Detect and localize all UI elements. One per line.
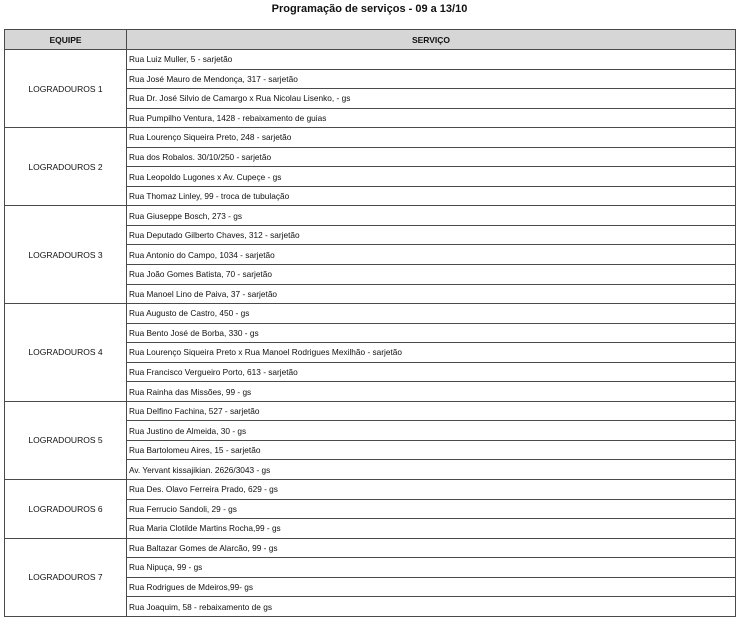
service-cell: Rua José Mauro de Mendonça, 317 - sarjetão bbox=[127, 69, 736, 89]
service-cell: Rua Rainha das Missões, 99 - gs bbox=[127, 382, 736, 402]
table-row bbox=[5, 206, 736, 226]
team-cell: LOGRADOUROS 3 bbox=[5, 206, 127, 304]
services-table bbox=[4, 29, 736, 617]
service-cell: Rua Des. Olavo Ferreira Prado, 629 - gs bbox=[127, 480, 736, 500]
team-cell: LOGRADOUROS 1 bbox=[5, 50, 127, 128]
service-cell: Rua Baltazar Gomes de Alarcão, 99 - gs bbox=[127, 538, 736, 558]
table-row bbox=[5, 50, 736, 70]
header-team: EQUIPE bbox=[5, 30, 127, 50]
header-service: SERVIÇO bbox=[127, 30, 736, 50]
service-cell: Rua Thomaz Linley, 99 - troca de tubulação bbox=[127, 186, 736, 206]
team-cell: LOGRADOUROS 6 bbox=[5, 480, 127, 539]
service-cell: Rua Pumpilho Ventura, 1428 - rebaixamento de guias bbox=[127, 108, 736, 128]
page-title: Programação de serviços - 09 a 13/10 bbox=[271, 3, 468, 15]
service-cell: Rua Deputado Gilberto Chaves, 312 - sarjetão bbox=[127, 225, 736, 245]
team-cell: LOGRADOUROS 5 bbox=[5, 401, 127, 479]
service-cell: Rua Delfino Fachina, 527 - sarjetão bbox=[127, 401, 736, 421]
service-cell: Rua Giuseppe Bosch, 273 - gs bbox=[127, 206, 736, 226]
team-cell: LOGRADOUROS 4 bbox=[5, 304, 127, 402]
service-cell: Rua Augusto de Castro, 450 - gs bbox=[127, 304, 736, 324]
service-cell: Rua Joaquim, 58 - rebaixamento de gs bbox=[127, 597, 736, 617]
service-cell: Rua Rodrigues de Mdeiros,99- gs bbox=[127, 577, 736, 597]
service-cell: Rua Luiz Muller, 5 - sarjetão bbox=[127, 50, 736, 70]
service-cell: Rua Dr. José Silvio de Camargo x Rua Nicolau Lisenko, - gs bbox=[127, 89, 736, 109]
table-row bbox=[5, 401, 736, 421]
service-cell: Rua Antonio do Campo, 1034 - sarjetão bbox=[127, 245, 736, 265]
team-cell: LOGRADOUROS 7 bbox=[5, 538, 127, 616]
header-row bbox=[5, 30, 736, 50]
service-cell: Rua Leopoldo Lugones x Av. Cupeçe - gs bbox=[127, 167, 736, 187]
service-cell: Rua Bartolomeu Aires, 15 - sarjetão bbox=[127, 440, 736, 460]
table-row bbox=[5, 128, 736, 148]
service-cell: Rua Justino de Almeida, 30 - gs bbox=[127, 421, 736, 441]
service-cell: Rua Ferrucio Sandoli, 29 - gs bbox=[127, 499, 736, 519]
table-row bbox=[5, 304, 736, 324]
team-cell: LOGRADOUROS 2 bbox=[5, 128, 127, 206]
service-cell: Rua Lourenço Siqueira Preto, 248 - sarjetão bbox=[127, 128, 736, 148]
service-cell: Rua Bento José de Borba, 330 - gs bbox=[127, 323, 736, 343]
service-cell: Av. Yervant kissajikian. 2626/3043 - gs bbox=[127, 460, 736, 480]
table-body bbox=[5, 50, 736, 617]
table-row bbox=[5, 538, 736, 558]
service-cell: Rua Francisco Vergueiro Porto, 613 - sarjetão bbox=[127, 362, 736, 382]
service-cell: Rua Manoel Lino de Paiva, 37 - sarjetão bbox=[127, 284, 736, 304]
service-cell: Rua dos Robalos. 30/10/250 - sarjetão bbox=[127, 147, 736, 167]
service-cell: Rua Nipuça, 99 - gs bbox=[127, 558, 736, 578]
service-cell: Rua João Gomes Batista, 70 - sarjetão bbox=[127, 265, 736, 285]
service-cell: Rua Maria Clotilde Martins Rocha,99 - gs bbox=[127, 519, 736, 539]
table-row bbox=[5, 480, 736, 500]
service-cell: Rua Lourenço Siqueira Preto x Rua Manoel Rodrigues Mexilhão - sarjetão bbox=[127, 343, 736, 363]
